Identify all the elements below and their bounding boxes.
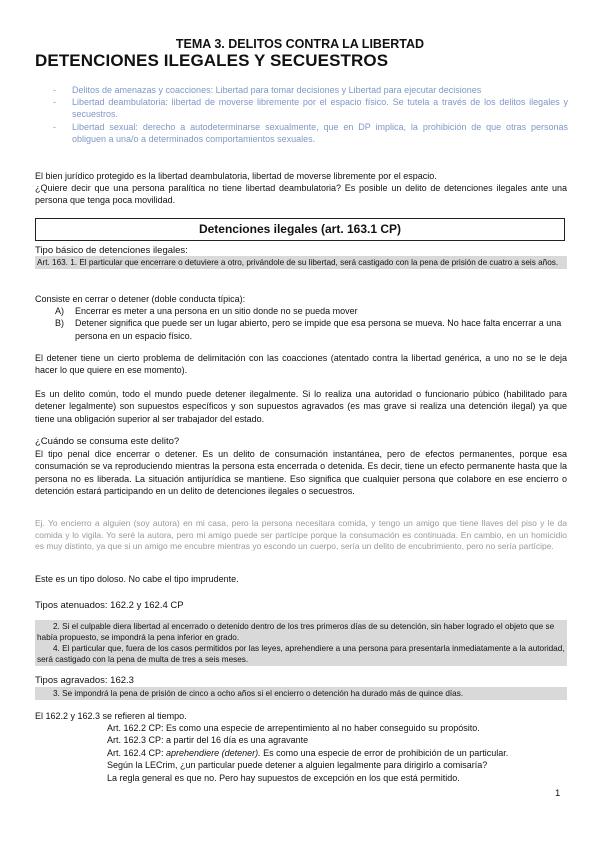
list-item: La regla general es que no. Pero hay supuestos de excepción en los que está permitido. [107,772,460,783]
atenuados-heading: Tipos atenuados: 162.2 y 162.4 CP [35,600,184,611]
tipo-basico-heading: Tipo básico de detenciones ilegales: [35,245,188,256]
list-item: Art. 162.4 CP: aprehendiere (detener). Es como una especie de error de prohibición de un particular. [107,747,509,758]
question-text: ¿Quiere decir que una persona paralítica no tiene libertad deambulatoria? Es posible un delito de detenciones ilegales ante una persona que tenga poca movilidad. [35,183,567,206]
list-item: A) Encerrar es meter a una persona en un sitio donde no se pueda mover [55,306,358,316]
consiste-intro: Consiste en cerrar o detener (doble conducta típica): [35,294,246,304]
list-item: B) Detener significa que puede ser un lugar abierto, pero se impide que esa persona se mueva. No hace falta encerrar a una persona en un espacio físico. [55,318,562,341]
section-subtitle: DETENCIONES ILEGALES Y SECUESTROS [35,51,389,70]
agravados-heading: Tipos agravados: 162.3 [35,675,134,686]
section-heading-box: Detenciones ilegales (art. 163.1 CP) [35,218,565,241]
consumacion-text: El tipo penal dice encerrar o detener. Es un delito de consumación instantánea, pero de efectos permanentes, porque esa consumación se va reproduciendo mientras la persona esta encerrada o detenida. Es decir, tiene un efecto permanente hasta que la persona no es liberada. La situación antijurídica se mantiene. Eso significa que cualquier persona que colabore en ese encierro o detención estará participando en un delito de detenciones ilegales o secuestros. [35,449,567,497]
consumacion-heading: ¿Cuándo se consuma este delito? [35,436,180,447]
bien-juridico-text: El bien jurídico protegido es la libertad deambulatoria, libertad de moverse libremente por el espacio. [35,171,437,181]
list-item: Art. 162.2 CP: Es como una especie de arrepentimiento al no haber conseguido su propósito. [107,723,480,733]
list-item: - Libertad sexual: derecho a autodeterminarse sexualmente, que en DP implica, la prohibición de que otras personas obliguen a una/o a determinados comportamientos sexuales. [53,121,568,144]
agravados-quote: 3. Se impondrá la pena de prisión de cinco a ocho años si el encierro o detención ha durado más de quince días. [35,687,567,700]
conduct-list [55,305,565,342]
doloso-text: Este es un tipo doloso. No cabe el tipo imprudente. [35,574,239,584]
list-item: Art. 162.3 CP: a partir del 16 día es una agravante [107,735,309,746]
list-item: - Libertad deambulatoria: libertad de moverse libremente por el espacio físico. Se tutela a través de los delitos ilegales y secuestros. [53,97,568,120]
list-item: Según la LECrim, ¿un particular puede detener a alguien legalmente para dirigirlo a comisaría? [107,760,488,771]
list-item: - Delitos de amenazas y coacciones: Libertad para tomar decisiones y Libertad para ejecutar decisiones [53,85,482,95]
article-163-quote: Art. 163. 1. El particular que encerrare o detuviere a otro, privándole de su libertad, será castigado con la pena de prisión de cuatro a seis años. [35,256,567,269]
page-number: 1 [555,788,561,799]
chapter-title: TEMA 3. DELITOS CONTRA LA LIBERTAD [175,37,425,51]
intro-list [53,84,568,145]
referencias-intro: El 162.2 y 162.3 se refieren al tiempo. [35,711,187,721]
example-text: Ej. Yo encierro a alguien (soy autora) en mi casa, pero la persona necesitara comida, y tengo un amigo que tiene llaves del piso y le da comida y lo vigila. Yo seré la autora, pero mi amigo puede ser partícipe porque la consumación es continuada. En cambio, en un homicidio es muy distinto, ya que si un amigo me encubre mientras yo escondo un cuerpo, sería un delito de encubrimiento, pero no sería partícipe. [35,518,567,552]
atenuados-quote: 2. Si el culpable diera libertad al encerrado o detenido dentro de los tres primeros días de su detención, sin haber logrado el objeto que se había propuesto, se impondrá la pena inferior en grado. 4. El particular que, fuera de los casos permitidos por las leyes, aprehendiere a una persona para presentarla inmediatamente a la autoridad, será castigado con la pena de multa de tres a seis meses. [35,620,567,666]
delito-comun-text: Es un delito común, todo el mundo puede detener ilegalmente. Si lo realiza una autoridad o funcionario púbico (habilitado para detener legalmente) son supuestos específicos y son supuestos agravados (es mas grave si realiza una detención ilegal) ya que tiene una obligación superior al ser trabajador del estado. [35,389,567,424]
delimitacion-text: El detener tiene un cierto problema de delimitación con las coacciones (atentado contra la libertad genérica, a uno no se le deja hacer lo que quiere en ese momento). [35,353,567,376]
referencias-list [107,722,577,784]
